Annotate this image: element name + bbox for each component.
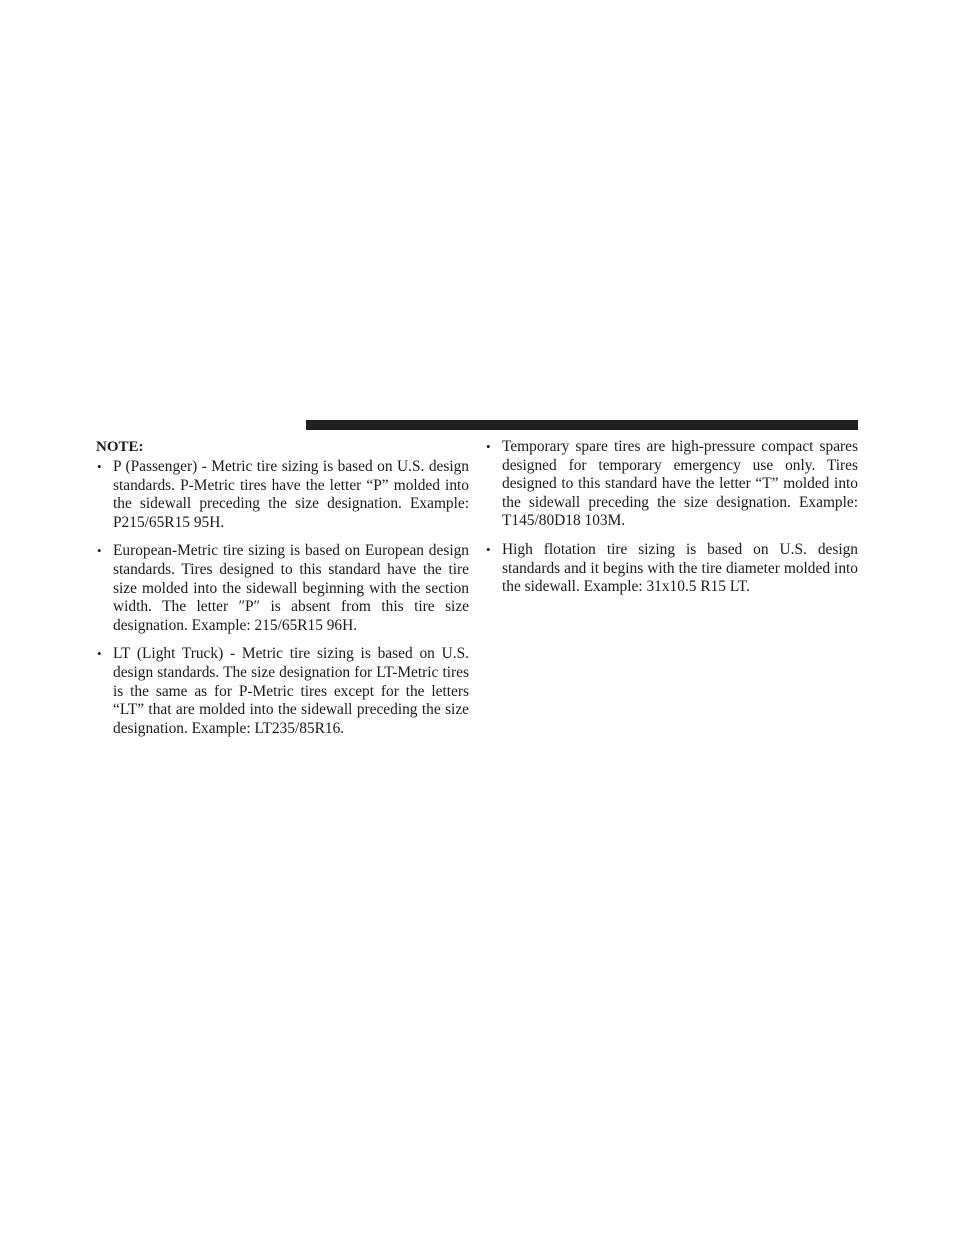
right-column xyxy=(485,438,858,607)
bullet-p-passenger: • P (Passenger) - Metric tire sizing is based on U.S. design standards. P-Metric tires have the letter “P” molded into the sidewall preceding the size designation. Example: P215/65R15 95H. xyxy=(96,458,469,532)
note-label: NOTE: xyxy=(96,439,144,455)
left-bullet-list xyxy=(96,458,469,738)
header-rule xyxy=(306,420,858,430)
bullet-european-metric: • European-Metric tire sizing is based on European design standards. Tires designed to this standard have the tire size molded into the sidewall beginning with the section width. The letter ″P″ is absent from this tire size designation. Example: 215/65R15 96H. xyxy=(96,542,469,635)
right-bullet-list xyxy=(485,438,858,597)
left-column xyxy=(96,438,469,748)
bullet-lt-light-truck: • LT (Light Truck) - Metric tire sizing is based on U.S. design standards. The size designation for LT-Metric tires is the same as for P-Metric tires except for the letters “LT” that are molded into the sidewall preceding the size designation. Example: LT235/85R16. xyxy=(96,645,469,738)
bullet-high-flotation: • High flotation tire sizing is based on U.S. design standards and it begins with the tire diameter molded into the sidewall. Example: 31x10.5 R15 LT. xyxy=(485,541,858,597)
bullet-temporary-spare: • Temporary spare tires are high-pressure compact spares designed for temporary emergency use only. Tires designed to this standard have the letter “T” molded into the sidewall preceding the size designation. Example: T145/80D18 103M. xyxy=(485,438,858,531)
